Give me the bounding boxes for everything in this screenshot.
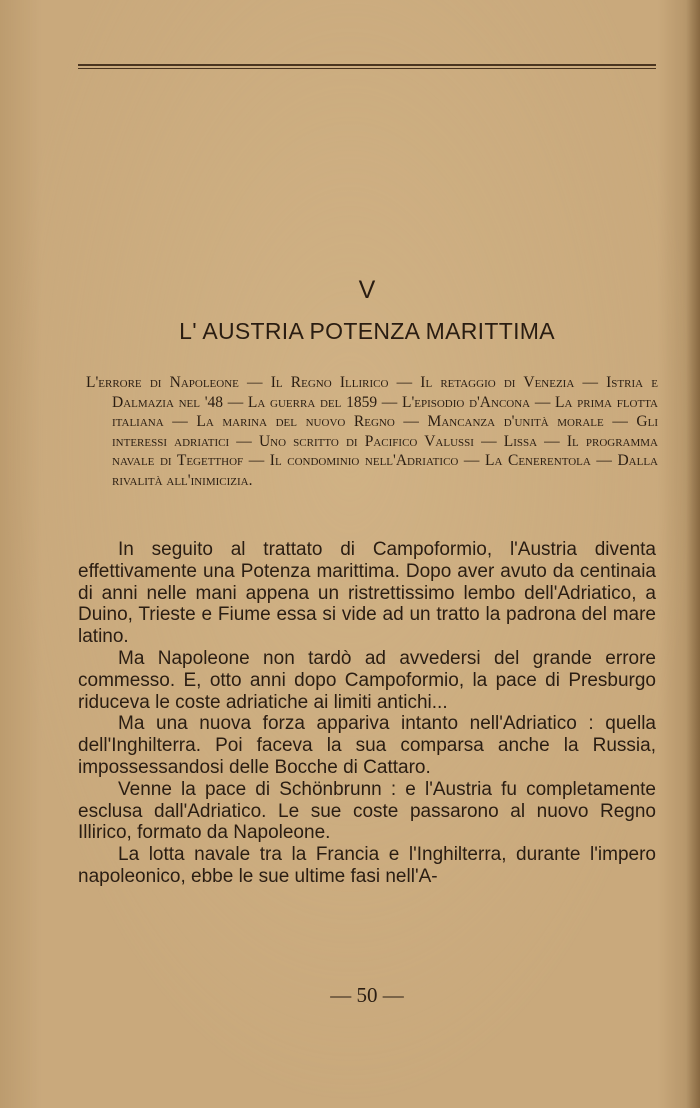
header-rule-thick: [78, 64, 656, 66]
chapter-summary: [86, 373, 658, 490]
paragraph: La lotta navale tra la Francia e l'Inghilterra, durante l'impero napoleonico, ebbe le sue ultime fasi nell'A-: [78, 844, 656, 887]
chapter-title: L' AUSTRIA POTENZA MARITTIMA: [179, 318, 555, 344]
paragraph: In seguito al trattato di Campoformio, l'Austria diventa effettivamente una Potenza marittima. Dopo aver avuto da centinaia di anni nelle mani appena un ristrettissimo lembo dell'Adriatico, a Duino, Trieste e Fiume essa si vide ad un tratto la padrona del mare latino.: [78, 539, 656, 648]
header-rule-thin: [78, 68, 656, 69]
chapter-summary-text: L'errore di Napoleone — Il Regno Illirico — Il retaggio di Venezia — Istria e Dalmazia nel '48 — La guerra del 1859 — L'episodio d'Ancona — La prima flotta italiana — La marina del nuovo Regno — Mancanza d'unità morale — Gli interessi adriatici — Uno scritto di Pacifico Valussi — Lissa — Il programma navale di Tegetthof — Il condominio nell'Adriatico — La Cenerentola — Dalla rivalità all'inimicizia.: [86, 374, 658, 489]
chapter-number: V: [358, 276, 376, 304]
page-number: — 50 —: [330, 983, 404, 1007]
body-text: [78, 539, 656, 888]
paragraph: Ma Napoleone non tardò ad avvedersi del grande errore commesso. E, otto anni dopo Campoformio, la pace di Presburgo riduceva le coste adriatiche ai limiti antichi...: [78, 647, 656, 713]
page-edge-shadow: [686, 0, 700, 1108]
paragraph: Ma una nuova forza appariva intanto nell'Adriatico : quella dell'Inghilterra. Poi faceva la sua comparsa anche la Russia, impossessandosi delle Bocche di Cattaro.: [78, 713, 656, 778]
paragraph: Venne la pace di Schönbrunn : e l'Austria fu completamente esclusa dall'Adriatico. Le sue coste passarono al nuovo Regno Illirico, formato da Napoleone.: [78, 778, 656, 844]
